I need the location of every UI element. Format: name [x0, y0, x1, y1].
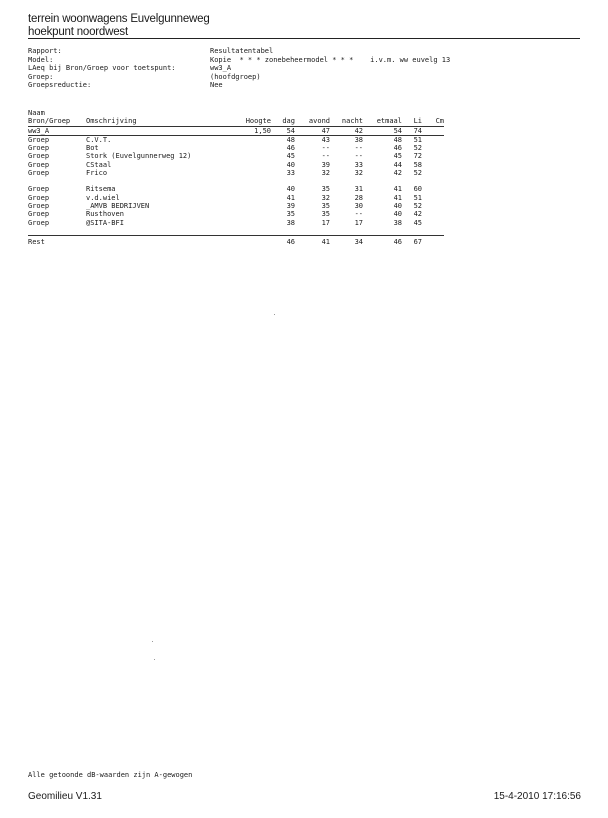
table-header-row — [28, 109, 444, 117]
meta-label-model: Model: — [28, 55, 54, 64]
cell-description — [86, 126, 216, 135]
group2-rows — [28, 185, 444, 226]
cell-empty — [422, 135, 444, 144]
table-row — [28, 210, 444, 218]
cell-empty — [422, 185, 444, 193]
cell-li: 42 — [413, 210, 422, 219]
cell-c1: Groep — [28, 144, 50, 153]
print-datetime: 15-4-2010 17:16:56 — [493, 791, 581, 802]
cell-etmaal: 40 — [393, 210, 402, 219]
cell-c2: CStaal — [86, 160, 112, 169]
cell-dag: 45 — [286, 152, 295, 161]
cell-name: ww3_A — [28, 126, 86, 135]
cell-cm — [422, 126, 444, 135]
cell-dag: 38 — [286, 218, 295, 227]
cell-li: 60 — [413, 185, 422, 194]
meta-label-rapport: Rapport: — [28, 47, 62, 55]
software-version: Geomilieu V1.31 — [28, 791, 102, 802]
cell-empty — [216, 194, 271, 202]
cell-avond: 43 — [321, 135, 330, 144]
scan-speck — [154, 659, 155, 660]
cell-empty — [422, 161, 444, 169]
cell-nacht: 42 — [330, 126, 363, 135]
cell-empty — [216, 152, 271, 160]
table-row-toetspunt — [28, 126, 444, 135]
column-header: nacht — [330, 117, 363, 126]
cell-avond: 32 — [321, 169, 330, 178]
cell-avond: 32 — [321, 193, 330, 202]
cell-dag: 46 — [271, 235, 295, 246]
meta-label-groepsreductie: Groepsreductie: — [28, 81, 92, 89]
cell-li: 72 — [413, 152, 422, 161]
cell-hoogte: 1,50 — [216, 126, 271, 135]
cell-dag: 40 — [286, 160, 295, 169]
cell-nacht: 38 — [354, 135, 363, 144]
cell-etmaal: 48 — [393, 135, 402, 144]
cell-c2: v.d.wiel — [86, 193, 120, 202]
cell-empty — [216, 144, 271, 152]
cell-empty — [422, 144, 444, 152]
cell-empty — [422, 169, 444, 177]
column-header: Cm — [422, 117, 444, 126]
cell-etmaal: 46 — [393, 144, 402, 153]
cell-etmaal: 44 — [393, 160, 402, 169]
cell-c2: Rusthoven — [86, 210, 124, 219]
cell-empty — [216, 169, 271, 177]
cell-c2: Frico — [86, 169, 108, 178]
column-header: dag — [271, 117, 295, 126]
cell-li: 52 — [413, 144, 422, 153]
cell-empty — [216, 210, 271, 218]
cell-li: 52 — [413, 169, 422, 178]
meta-value-groep: (hoofdgroep) — [210, 72, 261, 81]
cell-empty — [422, 210, 444, 218]
document-title: terrein woonwagens Euvelgunneweg — [28, 13, 210, 25]
cell-nacht: -- — [354, 210, 363, 219]
cell-nacht: 33 — [354, 160, 363, 169]
table-row — [28, 161, 444, 169]
cell-empty — [422, 194, 444, 202]
column-header: Bron/Groep — [28, 117, 86, 126]
cell-c2: @SITA-BFI — [86, 218, 124, 227]
cell-c1: Groep — [28, 160, 50, 169]
cell-li: 52 — [413, 201, 422, 210]
cell-c1: Groep — [28, 152, 50, 161]
cell-etmaal: 40 — [393, 201, 402, 210]
table-row — [28, 169, 444, 177]
cell-c2: C.V.T. — [86, 135, 112, 144]
scan-speck — [274, 314, 275, 315]
cell-avond: 47 — [295, 126, 330, 135]
cell-dag: 33 — [286, 169, 295, 178]
cell-dag: 41 — [286, 193, 295, 202]
group1-rows — [28, 135, 444, 177]
column-header: Hoogte — [216, 117, 271, 126]
cell-avond: 17 — [321, 218, 330, 227]
cell-avond: -- — [321, 144, 330, 153]
meta-value-toetspunt: ww3_A — [210, 64, 232, 72]
cell-dag: 54 — [271, 126, 295, 135]
column-header: Li — [402, 117, 422, 126]
cell-etmaal: 41 — [393, 185, 402, 194]
cell-empty — [216, 219, 271, 227]
cell-li: 67 — [402, 235, 422, 246]
cell-nacht: 30 — [354, 201, 363, 210]
meta-label-toetspunt: LAeq bij Bron/Groep voor toetspunt: — [28, 64, 176, 72]
scan-speck — [152, 641, 153, 642]
cell-etmaal: 45 — [393, 152, 402, 161]
cell-c2: _AMVB BEDRIJVEN — [86, 201, 150, 210]
cell-li: 51 — [413, 135, 422, 144]
cell-empty — [216, 185, 271, 193]
cell-nacht: 28 — [354, 193, 363, 202]
cell-empty — [422, 219, 444, 227]
cell-etmaal: 38 — [393, 218, 402, 227]
header-naam: Naam — [28, 109, 45, 117]
cell-avond: 39 — [321, 160, 330, 169]
cell-li: 45 — [413, 218, 422, 227]
results-table — [28, 109, 444, 246]
cell-nacht: 34 — [330, 235, 363, 246]
meta-value-groepsreductie: Nee — [210, 81, 223, 89]
row-spacer — [28, 227, 444, 236]
title-rule — [28, 38, 580, 39]
cell-c1: Groep — [28, 210, 50, 219]
cell-avond: 35 — [321, 185, 330, 194]
column-header: etmaal — [363, 117, 402, 126]
cell-etmaal: 42 — [393, 169, 402, 178]
column-header: avond — [295, 117, 330, 126]
cell-c2: Bot — [86, 144, 99, 153]
document-subtitle: hoekpunt noordwest — [28, 26, 128, 38]
cell-nacht: -- — [354, 144, 363, 153]
column-header: Omschrijving — [86, 117, 216, 126]
cell-c1: Groep — [28, 193, 50, 202]
cell-dag: 48 — [286, 135, 295, 144]
cell-nacht: 32 — [354, 169, 363, 178]
cell-empty — [422, 202, 444, 210]
cell-empty — [216, 202, 271, 210]
table-row — [28, 135, 444, 144]
cell-avond: 35 — [321, 201, 330, 210]
table-row — [28, 152, 444, 160]
table-row — [28, 219, 444, 227]
table-header-row — [28, 117, 444, 126]
cell-etmaal: 46 — [363, 235, 402, 246]
cell-c1: Groep — [28, 218, 50, 227]
cell-dag: 39 — [286, 201, 295, 210]
table-row — [28, 144, 444, 152]
cell-dag: 40 — [286, 185, 295, 194]
cell-avond: -- — [321, 152, 330, 161]
cell-empty — [422, 152, 444, 160]
cell-nacht: 17 — [354, 218, 363, 227]
row-spacer — [28, 177, 444, 185]
cell-empty — [216, 135, 271, 144]
table-row — [28, 202, 444, 210]
cell-avond: 35 — [321, 210, 330, 219]
cell-c1: Groep — [28, 201, 50, 210]
cell-dag: 35 — [286, 210, 295, 219]
meta-value-rapport: Resultatentabel — [210, 47, 274, 55]
cell-c1: Groep — [28, 135, 50, 144]
cell-etmaal: 41 — [393, 193, 402, 202]
cell-li: 74 — [402, 126, 422, 135]
table-row — [28, 194, 444, 202]
cell-etmaal: 54 — [363, 126, 402, 135]
cell-c2: Ritsema — [86, 185, 116, 194]
cell-li: 51 — [413, 193, 422, 202]
cell-li: 58 — [413, 160, 422, 169]
meta-value-model: Kopie * * * zonebeheermodel * * * i.v.m. ww euvelg 13 — [210, 55, 451, 64]
cell-dag: 46 — [286, 144, 295, 153]
table-row-rest — [28, 235, 444, 246]
footer-note: Alle getoonde dB-waarden zijn A-gewogen — [28, 771, 193, 779]
meta-label-groep: Groep: — [28, 72, 54, 81]
cell-nacht: -- — [354, 152, 363, 161]
cell-c2: Stork (Euvelgunnerweg 12) — [86, 152, 192, 161]
cell-empty — [216, 161, 271, 169]
cell-c1: Groep — [28, 169, 50, 178]
cell-c1: Groep — [28, 185, 50, 194]
table-row — [28, 185, 444, 193]
cell-nacht: 31 — [354, 185, 363, 194]
cell-name: Rest — [28, 235, 86, 246]
cell-avond: 41 — [295, 235, 330, 246]
